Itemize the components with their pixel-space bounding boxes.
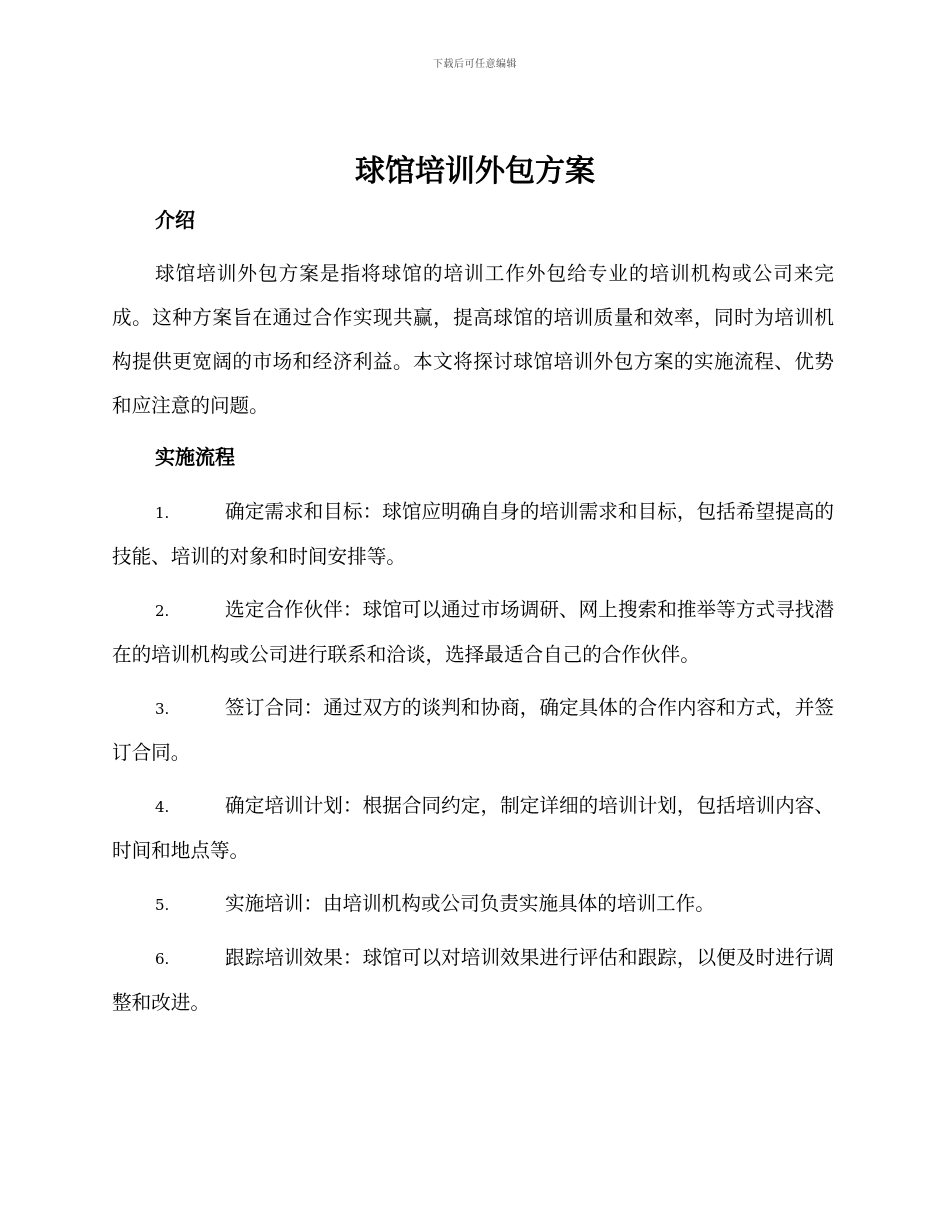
intro-paragraph: 球馆培训外包方案是指将球馆的培训工作外包给专业的培训机构或公司来完成。这种方案旨在通过合作实现共赢，提高球馆的培训质量和效率，同时为培训机构提供更宽阔的市场和经济利益。本文将探讨球馆培训外包方案的实施流程、优势和应注意的问题。 (112, 262, 834, 417)
list-item-text: 跟踪培训效果：球馆可以对培训效果进行评估和跟踪，以便及时进行调整和改进。 (112, 946, 834, 1014)
header-note: 下载后可任意编辑 (433, 59, 517, 70)
list-item-number: 2. (155, 602, 170, 620)
list-item-number: 3. (155, 700, 170, 718)
list-item-number: 5. (155, 896, 170, 914)
list-item (112, 882, 834, 927)
page-title: 球馆培训外包方案 (355, 154, 595, 189)
list-item (112, 490, 834, 579)
list-item-text: 选定合作伙伴：球馆可以通过市场调研、网上搜索和推举等方式寻找潜在的培训机构或公司进行联系和洽谈，选择最适合自己的合作伙伴。 (112, 598, 834, 666)
list-item (112, 588, 834, 677)
list-item-number: 4. (155, 798, 170, 816)
list-item-text: 签订合同：通过双方的谈判和协商，确定具体的合作内容和方式，并签订合同。 (112, 696, 834, 764)
list-item-text: 确定需求和目标：球馆应明确自身的培训需求和目标，包括希望提高的技能、培训的对象和时间安排等。 (112, 500, 834, 568)
list-item-text: 实施培训：由培训机构或公司负责实施具体的培训工作。 (225, 892, 715, 915)
list-item-text: 确定培训计划：根据合同约定，制定详细的培训计划，包括培训内容、时间和地点等。 (112, 794, 834, 862)
section-heading-intro: 介绍 (155, 208, 195, 232)
list-item (112, 686, 834, 775)
section-heading-process: 实施流程 (155, 445, 235, 469)
list-item (112, 936, 834, 1025)
list-item (112, 784, 834, 873)
list-item-number: 6. (155, 950, 170, 968)
list-item-number: 1. (155, 504, 170, 522)
process-list (112, 490, 834, 1034)
